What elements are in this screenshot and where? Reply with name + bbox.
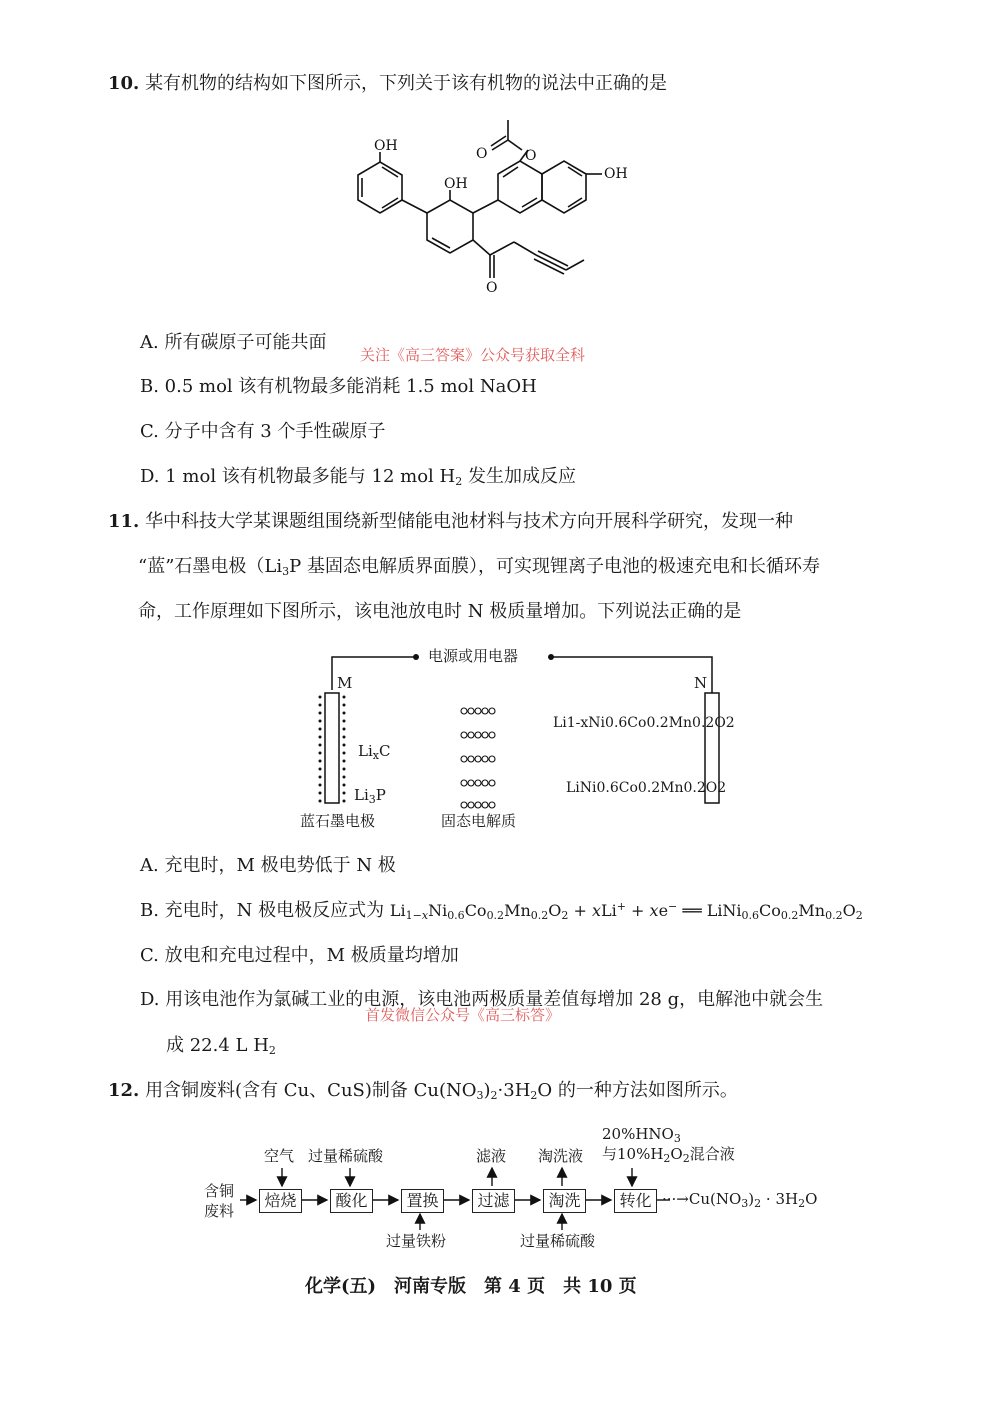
flow-filtrate: 滤液 xyxy=(476,1147,507,1165)
m-electrode xyxy=(325,693,339,803)
mid-caption: 固态电解质 xyxy=(441,812,517,830)
q10-structure-diagram xyxy=(340,110,670,310)
q11-stem-line1: 11. 华中科技大学某课题组围绕新型储能电池材料与技术方向开展科学研究，发现一种 xyxy=(108,511,794,532)
flow-hno3-line1: $20\%HNO_3$ xyxy=(602,1125,681,1145)
naphthalene-ring-a xyxy=(498,161,542,213)
q10-text: 某有机物的结构如下图所示，下列关于该有机物的说法中正确的是 xyxy=(145,73,668,94)
q11-option-d-line1: D. 用该电池作为氯碱工业的电源，该电池两极质量差值每增加 28 g，电解池中就会生 xyxy=(140,989,824,1010)
flow-product: $\cdot\cdot\cdot\to Cu(NO_3)_2 \cdot 3H_2O$ xyxy=(662,1190,818,1210)
flow-dilute-h2so4-bottom: 过量稀硫酸 xyxy=(520,1232,596,1250)
watermark-2: 首发微信公众号《高三标答》 xyxy=(365,1006,561,1024)
flow-wash-liquid: 淘洗液 xyxy=(538,1147,584,1165)
li3p-label: $Li_3P$ xyxy=(354,786,386,806)
page-footer: 化学(五) 河南专版 第 4 页 共 10 页 xyxy=(305,1276,637,1297)
q10-option-c: C. 分子中含有 3 个手性碳原子 xyxy=(140,421,386,442)
q11-stem-line2: “蓝”石墨电极（$Li_3P$ 基固态电解质界面膜），可实现锂离子电池的极速充电和长循环寿 xyxy=(138,556,820,578)
electrolyte-particles xyxy=(461,708,495,808)
q11-option-b: B. 充电时，N 极电极反应式为 $Li_{1-x}Ni_{0.6}Co_{0.2}Mn_{0.2}O_2 + xLi^+ + xe^-$ ══ $LiNi_{0.6}Co_{0.2}Mn_{0.2}O_2$ xyxy=(140,900,863,922)
ester-o-label: O xyxy=(525,148,537,164)
oh-label-1: OH xyxy=(374,138,398,154)
flow-start-1: 含铜 xyxy=(204,1182,235,1200)
q11-number: 11. xyxy=(108,511,140,532)
left-caption: 蓝石墨电极 xyxy=(300,812,376,830)
q10-number: 10. xyxy=(108,73,140,94)
oh-label-2: OH xyxy=(444,176,468,192)
flow-hno3-line2: 与$10\%H_2O_2$混合液 xyxy=(602,1145,735,1165)
q11-option-a: A. 充电时，M 极电势低于 N 极 xyxy=(140,855,396,876)
q10-option-a: A. 所有碳原子可能共面 xyxy=(140,332,327,353)
flow-air: 空气 xyxy=(264,1147,295,1165)
n-label: N xyxy=(694,674,708,692)
watermark-1: 关注《高三答案》公众号获取全科 xyxy=(360,346,586,364)
cyclohexene-ring xyxy=(427,200,473,253)
naphthalene-ring-b xyxy=(542,161,586,213)
oh-label-3: OH xyxy=(604,166,628,182)
flow-step-acidify: 酸化 xyxy=(330,1189,373,1213)
n-top-label: Li1-xNi0.6Co0.2Mn0.2O2 xyxy=(553,715,735,731)
flow-step-replace: 置换 xyxy=(401,1189,444,1213)
q11-option-d-line2: 成 22.4 L $H_2$ xyxy=(166,1035,276,1057)
flow-iron-powder: 过量铁粉 xyxy=(386,1232,447,1250)
flow-start-2: 废料 xyxy=(204,1202,235,1220)
carbonyl-o-label: O xyxy=(476,146,488,162)
q10-stem xyxy=(108,75,667,93)
ketone-o-label: O xyxy=(486,280,498,296)
flow-step-filter: 过滤 xyxy=(472,1189,515,1213)
flow-step-convert: 转化 xyxy=(614,1189,657,1213)
phenol-ring xyxy=(358,162,402,213)
flow-step-wash: 淘洗 xyxy=(543,1189,586,1213)
power-label: 电源或用电器 xyxy=(428,647,519,665)
q10-option-d: D. 1 mol 该有机物最多能与 12 mol $H_2$ 发生加成反应 xyxy=(140,466,576,488)
q12-stem: 12. 用含铜废料(含有 Cu、CuS)制备 $Cu(NO_3)_2\cdot 3H_2O$ 的一种方法如图所示。 xyxy=(108,1080,738,1102)
n-bottom-label: LiNi0.6Co0.2Mn0.2O2 xyxy=(566,780,727,796)
q10-option-b: B. 0.5 mol 该有机物最多能消耗 1.5 mol NaOH xyxy=(140,376,537,397)
flow-step-roast: 焙烧 xyxy=(259,1189,302,1213)
q12-number: 12. xyxy=(108,1080,140,1101)
q11-stem-line3: 命，工作原理如下图所示，该电池放电时 N 极质量增加。下列说法正确的是 xyxy=(138,601,742,622)
flow-dilute-h2so4-top: 过量稀硫酸 xyxy=(308,1147,384,1165)
lixc-label: $Li_xC$ xyxy=(358,742,391,762)
q11-option-c: C. 放电和充电过程中，M 极质量均增加 xyxy=(140,945,459,966)
m-label: M xyxy=(337,674,353,692)
